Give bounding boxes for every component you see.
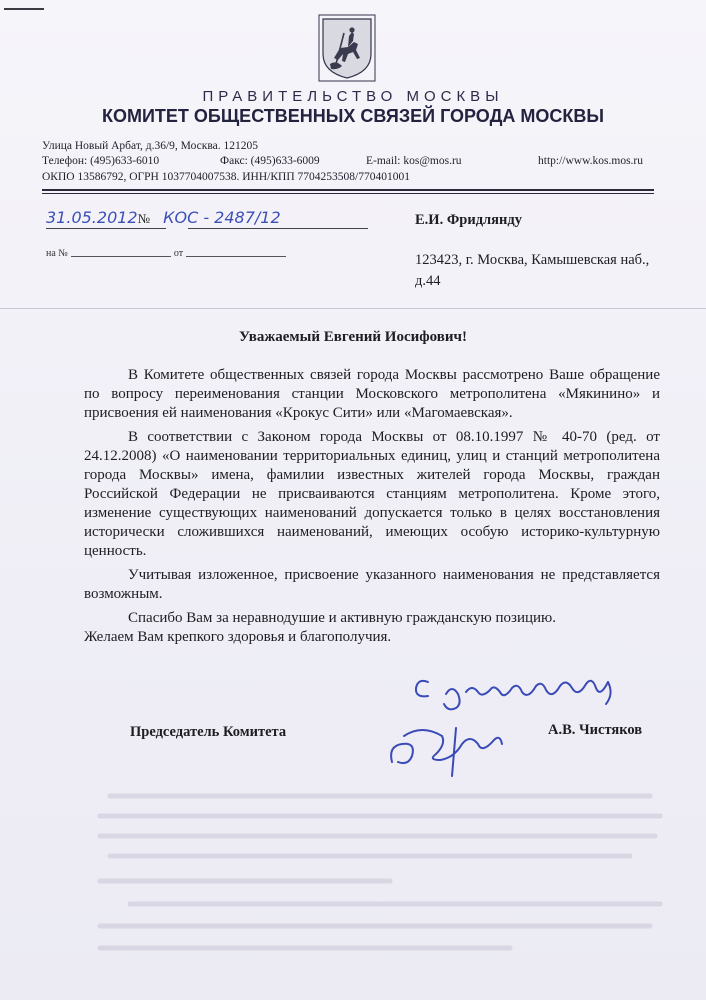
committee-website[interactable]: http://www.kos.mos.ru xyxy=(538,155,643,167)
reference-row xyxy=(46,248,289,259)
ref-prefix: на № xyxy=(46,248,68,259)
signatory-title: Председатель Комитета xyxy=(130,724,287,740)
signatory-name: А.В. Чистяков xyxy=(548,722,643,738)
body-paragraph: Учитывая изложенное, присвоение указанного наименования не представляется возможным. xyxy=(84,567,660,602)
body-paragraph: Желаем Вам крепкого здоровья и благополучия. xyxy=(84,629,392,645)
date-underline xyxy=(46,228,166,229)
handwritten-signature xyxy=(382,664,642,784)
committee-title: КОМИТЕТ ОБЩЕСТВЕННЫХ СВЯЗЕЙ ГОРОДА МОСКВЫ xyxy=(101,106,604,126)
moscow-coat-of-arms-icon xyxy=(318,14,376,82)
reverse-side-bleed xyxy=(90,786,670,966)
committee-phone: Телефон: (495)633-6010 xyxy=(42,155,160,167)
outgoing-date: 31.05.2012 xyxy=(46,208,138,227)
committee-email: E-mail: kos@mos.ru xyxy=(366,155,462,167)
ref-number-blank xyxy=(71,256,171,257)
header-rule-thin xyxy=(42,193,654,194)
committee-fax: Факс: (495)633-6009 xyxy=(220,155,320,167)
letter-body xyxy=(84,366,660,652)
committee-registry: ОКПО 13586792, ОГРН 1037704007538. ИНН/КПП 7704253508/770401001 xyxy=(42,171,410,183)
body-paragraph: В соответствии с Законом города Москвы от 08.10.1997 № 40-70 (ред. от 24.12.2008) «О наименовании территориальных единиц, улиц и станций метрополитена города Москвы» имена, фамилии известных жителей города Москвы, граждан Российской Федерации не присваиваются станциям метрополитена. Кроме этого, изменение существующих наименований допускается только в целях восстановления исторически сложившихся наименований, имеющих особую историко-культурную ценность. xyxy=(84,429,660,559)
ref-from: от xyxy=(173,248,184,259)
outgoing-number: КОС - 2487/12 xyxy=(163,208,281,227)
salutation: Уважаемый Евгений Иосифович! xyxy=(239,329,467,345)
recipient-address: 123423, г. Москва, Камышевская наб., д.44 xyxy=(415,252,650,289)
recipient-name: Е.И. Фридлянду xyxy=(415,212,522,228)
paper-fold xyxy=(0,308,706,309)
corner-mark xyxy=(4,8,44,10)
government-title: ПРАВИТЕЛЬСТВО МОСКВЫ xyxy=(202,88,504,105)
body-paragraph: В Комитете общественных связей города Москвы рассмотрено Ваше обращение по вопросу переименования станции Московского метрополитена «Мякинино» и присвоения ей наименования «Крокус Сити» или «Магомаевская». xyxy=(84,367,660,421)
number-underline xyxy=(188,228,368,229)
body-paragraph: Спасибо Вам за неравнодушие и активную гражданскую позицию. xyxy=(128,610,556,626)
outgoing-reference xyxy=(46,208,346,232)
number-sign: № xyxy=(137,211,151,226)
ref-date-blank xyxy=(186,256,286,257)
committee-address: Улица Новый Арбат, д.36/9, Москва. 121205 xyxy=(42,140,258,152)
header-rule-thick xyxy=(42,189,654,191)
